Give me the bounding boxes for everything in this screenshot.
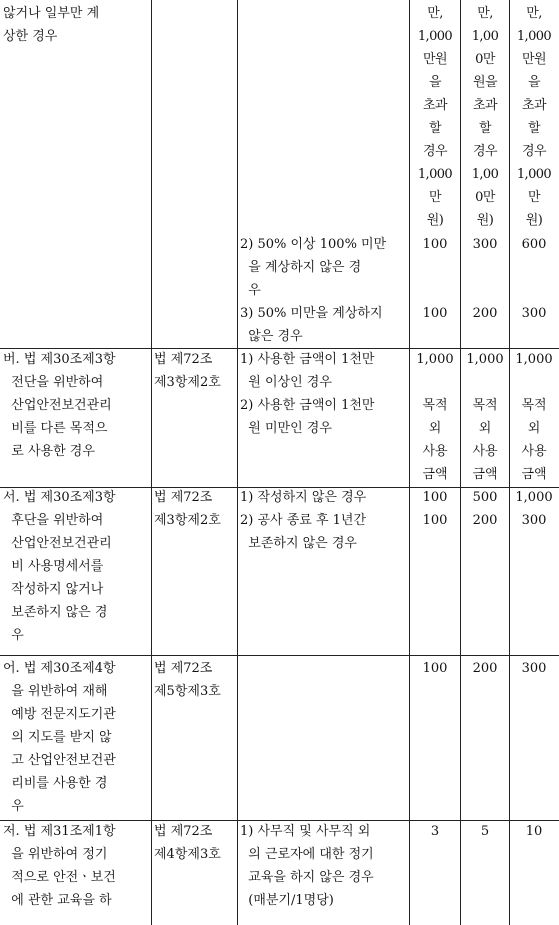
fine-third-offense: 600: [521, 237, 547, 252]
row-item-text: 저. 법 제31조제1항 을 위반하여 정기 적으로 안전ㆍ보건 에 관한 교육을 하: [3, 824, 116, 908]
fine-first-offense: 1,000 목적 외 사용 금액: [416, 352, 454, 482]
detail-text: 1) 사용한 금액이 1천만 원 이상인 경우 2) 사용한 금액이 1천만 원 미만인 경우: [240, 352, 375, 436]
fine-second-offense: 200: [472, 306, 498, 321]
fine-third-offense: 300: [521, 306, 547, 321]
fine-second-offense: 500 200: [472, 490, 498, 528]
fine-second-offense: 300: [472, 237, 498, 252]
detail-text: 1) 작성하지 않은 경우 2) 공사 종료 후 1년간 보존하지 않은 경우: [240, 490, 367, 551]
fine-first-offense: 100: [422, 661, 448, 676]
row-divider: [0, 655, 559, 656]
fine-third-offense: 1,000 목적 외 사용 금액: [515, 352, 553, 482]
legal-basis: 법 제72조 제3항제2호: [154, 352, 221, 390]
fine-third-offense: 300: [521, 661, 547, 676]
column-divider: [237, 0, 238, 925]
legal-basis: 법 제72조 제5항제3호: [154, 661, 221, 699]
row-item-text: 않거나 일부만 계 상한 경우: [3, 6, 100, 44]
row-item-text: 서. 법 제30조제3항 후단을 위반하여 산업안전보건관리 비 사용명세서를 작성하지 않거나 보존하지 않은 경 우: [3, 490, 116, 643]
fine-first-offense: 100: [422, 306, 448, 321]
fine-first-offense: 3: [430, 824, 440, 839]
fine-first-offense: 100 100: [422, 490, 448, 528]
fine-second-offense: 200: [472, 661, 498, 676]
column-divider: [151, 0, 152, 925]
detail-text: 2) 50% 이상 100% 미만 을 계상하지 않은 경 우: [240, 237, 387, 298]
row-item-text: 버. 법 제30조제3항 전단을 위반하여 산업안전보건관리 비를 다른 목적으 로 사용한 경우: [3, 352, 116, 459]
fine-second-offense: 5: [480, 824, 490, 839]
fine-second-offense: 1,000 목적 외 사용 금액: [466, 352, 504, 482]
legal-basis: 법 제72조 제3항제2호: [154, 490, 221, 528]
fine-first-offense: 100: [422, 237, 448, 252]
fine-second-offense: 만, 1,00 0만 원을 초과 할 경우 1,00 0만 원): [471, 6, 499, 228]
detail-text: 3) 50% 미만을 계상하지 않은 경우: [240, 306, 383, 344]
detail-text: 1) 사무직 및 사무직 외 의 근로자에 대한 정기 교육을 하지 않은 경우 (매분기/1명당): [240, 824, 374, 908]
fine-third-offense: 10: [525, 824, 543, 839]
row-item-text: 어. 법 제30조제4항 을 위반하여 재해 예방 전문지도기관 의 지도를 받지 않 고 산업안전보건관 리비를 사용한 경 우: [3, 661, 116, 814]
fine-third-offense: 1,000 300: [515, 490, 553, 528]
fine-first-offense: 만, 1,000 만원 을 초과 할 경우 1,000 만 원): [417, 6, 453, 228]
fine-third-offense: 만, 1,000 만원 을 초과 할 경우 1,000 만 원): [516, 6, 552, 228]
legal-basis: 법 제72조 제4항제3호: [154, 824, 221, 862]
